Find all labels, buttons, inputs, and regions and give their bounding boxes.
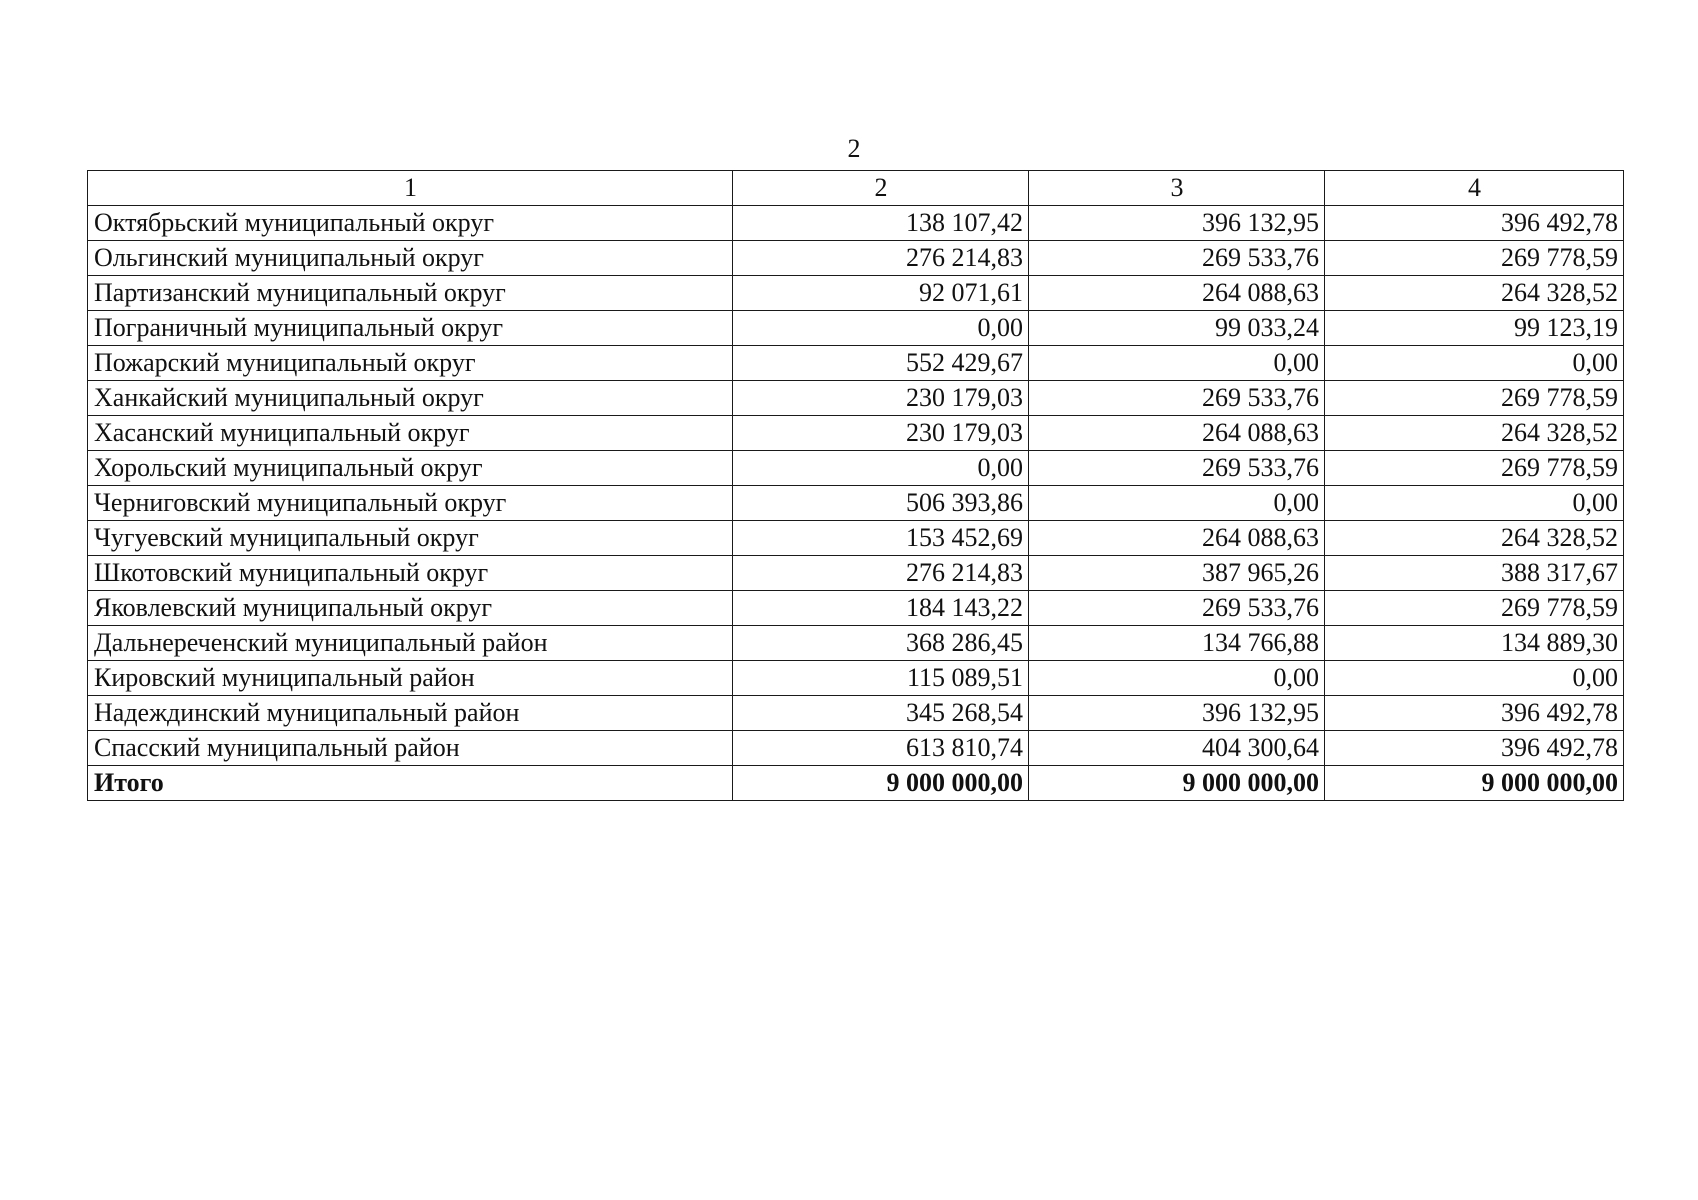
value-cell: 264 328,52 bbox=[1325, 416, 1624, 451]
value-cell: 153 452,69 bbox=[733, 521, 1029, 556]
value-cell: 506 393,86 bbox=[733, 486, 1029, 521]
municipality-name: Хасанский муниципальный округ bbox=[88, 416, 733, 451]
value-cell: 269 778,59 bbox=[1325, 241, 1624, 276]
value-cell: 387 965,26 bbox=[1029, 556, 1325, 591]
value-cell: 396 492,78 bbox=[1325, 696, 1624, 731]
value-cell: 99 123,19 bbox=[1325, 311, 1624, 346]
column-header: 2 bbox=[733, 171, 1029, 206]
municipality-name: Ольгинский муниципальный округ bbox=[88, 241, 733, 276]
allocation-table bbox=[87, 170, 1624, 801]
value-cell: 396 132,95 bbox=[1029, 696, 1325, 731]
table-row bbox=[88, 276, 1624, 311]
table-header-row bbox=[88, 171, 1624, 206]
column-header: 3 bbox=[1029, 171, 1325, 206]
value-cell: 269 778,59 bbox=[1325, 381, 1624, 416]
municipality-name: Пожарский муниципальный округ bbox=[88, 346, 733, 381]
municipality-name: Спасский муниципальный район bbox=[88, 731, 733, 766]
municipality-name: Пограничный муниципальный округ bbox=[88, 311, 733, 346]
value-cell: 184 143,22 bbox=[733, 591, 1029, 626]
municipality-name: Партизанский муниципальный округ bbox=[88, 276, 733, 311]
column-header: 1 bbox=[88, 171, 733, 206]
total-value: 9 000 000,00 bbox=[733, 766, 1029, 801]
table-row bbox=[88, 206, 1624, 241]
municipality-name: Чугуевский муниципальный округ bbox=[88, 521, 733, 556]
table-row bbox=[88, 731, 1624, 766]
municipality-name: Яковлевский муниципальный округ bbox=[88, 591, 733, 626]
table-row bbox=[88, 346, 1624, 381]
table-row bbox=[88, 416, 1624, 451]
value-cell: 269 533,76 bbox=[1029, 381, 1325, 416]
municipality-name: Ханкайский муниципальный округ bbox=[88, 381, 733, 416]
value-cell: 264 328,52 bbox=[1325, 521, 1624, 556]
value-cell: 404 300,64 bbox=[1029, 731, 1325, 766]
value-cell: 230 179,03 bbox=[733, 416, 1029, 451]
value-cell: 138 107,42 bbox=[733, 206, 1029, 241]
municipality-name: Надеждинский муниципальный район bbox=[88, 696, 733, 731]
table-row bbox=[88, 311, 1624, 346]
table-row bbox=[88, 591, 1624, 626]
municipality-name: Хорольский муниципальный округ bbox=[88, 451, 733, 486]
value-cell: 99 033,24 bbox=[1029, 311, 1325, 346]
value-cell: 92 071,61 bbox=[733, 276, 1029, 311]
value-cell: 368 286,45 bbox=[733, 626, 1029, 661]
value-cell: 0,00 bbox=[733, 451, 1029, 486]
value-cell: 396 492,78 bbox=[1325, 731, 1624, 766]
value-cell: 134 766,88 bbox=[1029, 626, 1325, 661]
value-cell: 276 214,83 bbox=[733, 241, 1029, 276]
value-cell: 0,00 bbox=[1325, 661, 1624, 696]
municipality-name: Дальнереченский муниципальный район bbox=[88, 626, 733, 661]
value-cell: 396 132,95 bbox=[1029, 206, 1325, 241]
municipality-name: Шкотовский муниципальный округ bbox=[88, 556, 733, 591]
table-row bbox=[88, 381, 1624, 416]
total-row bbox=[88, 766, 1624, 801]
total-value: 9 000 000,00 bbox=[1029, 766, 1325, 801]
municipality-name: Черниговский муниципальный округ bbox=[88, 486, 733, 521]
value-cell: 0,00 bbox=[1325, 486, 1624, 521]
value-cell: 396 492,78 bbox=[1325, 206, 1624, 241]
value-cell: 264 088,63 bbox=[1029, 521, 1325, 556]
value-cell: 264 088,63 bbox=[1029, 416, 1325, 451]
value-cell: 0,00 bbox=[733, 311, 1029, 346]
table-row bbox=[88, 486, 1624, 521]
column-header: 4 bbox=[1325, 171, 1624, 206]
municipality-name: Октябрьский муниципальный округ bbox=[88, 206, 733, 241]
value-cell: 0,00 bbox=[1029, 661, 1325, 696]
value-cell: 269 533,76 bbox=[1029, 591, 1325, 626]
page-number: 2 bbox=[847, 134, 861, 163]
value-cell: 613 810,74 bbox=[733, 731, 1029, 766]
value-cell: 0,00 bbox=[1325, 346, 1624, 381]
table-row bbox=[88, 626, 1624, 661]
table-body bbox=[88, 206, 1624, 801]
value-cell: 264 328,52 bbox=[1325, 276, 1624, 311]
value-cell: 345 268,54 bbox=[733, 696, 1029, 731]
value-cell: 115 089,51 bbox=[733, 661, 1029, 696]
value-cell: 276 214,83 bbox=[733, 556, 1029, 591]
value-cell: 552 429,67 bbox=[733, 346, 1029, 381]
table-row bbox=[88, 556, 1624, 591]
value-cell: 0,00 bbox=[1029, 346, 1325, 381]
value-cell: 269 778,59 bbox=[1325, 451, 1624, 486]
value-cell: 269 533,76 bbox=[1029, 451, 1325, 486]
total-label: Итого bbox=[88, 766, 733, 801]
municipality-name: Кировский муниципальный район bbox=[88, 661, 733, 696]
total-value: 9 000 000,00 bbox=[1325, 766, 1624, 801]
table-row bbox=[88, 696, 1624, 731]
value-cell: 388 317,67 bbox=[1325, 556, 1624, 591]
table-row bbox=[88, 241, 1624, 276]
table-row bbox=[88, 521, 1624, 556]
value-cell: 230 179,03 bbox=[733, 381, 1029, 416]
value-cell: 269 533,76 bbox=[1029, 241, 1325, 276]
value-cell: 0,00 bbox=[1029, 486, 1325, 521]
value-cell: 264 088,63 bbox=[1029, 276, 1325, 311]
table-row bbox=[88, 451, 1624, 486]
value-cell: 269 778,59 bbox=[1325, 591, 1624, 626]
table-row bbox=[88, 661, 1624, 696]
value-cell: 134 889,30 bbox=[1325, 626, 1624, 661]
